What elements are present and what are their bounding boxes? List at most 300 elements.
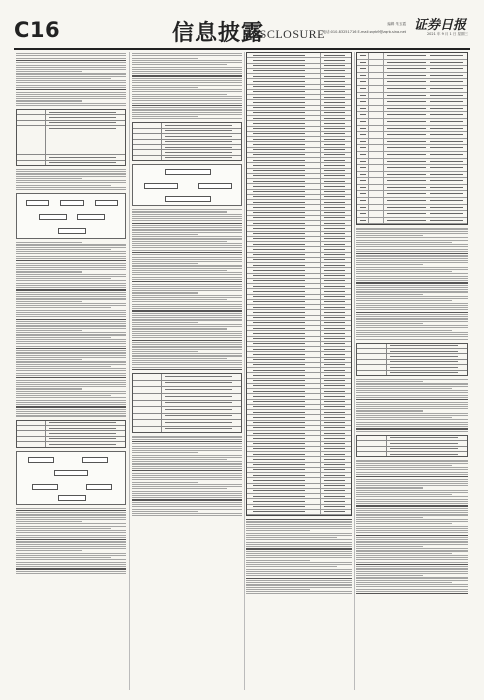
text-line bbox=[16, 82, 126, 83]
table-row bbox=[357, 53, 467, 60]
text-line bbox=[16, 87, 126, 88]
text-line bbox=[356, 339, 468, 340]
text-line bbox=[132, 272, 242, 273]
table-row bbox=[357, 371, 467, 375]
text-line bbox=[16, 528, 111, 529]
text-line bbox=[356, 544, 468, 545]
text-line bbox=[16, 521, 82, 522]
text-line bbox=[356, 530, 468, 531]
text-line bbox=[356, 512, 468, 513]
text-line bbox=[16, 541, 126, 542]
org-chart-figure bbox=[132, 164, 242, 206]
text-line bbox=[356, 312, 468, 313]
table-row bbox=[133, 401, 241, 408]
text-line bbox=[132, 504, 242, 505]
text-line bbox=[132, 468, 242, 469]
text-line bbox=[356, 282, 468, 283]
text-line bbox=[16, 548, 126, 549]
text-line bbox=[132, 515, 242, 516]
text-line bbox=[132, 484, 242, 485]
text-line bbox=[16, 271, 82, 272]
text-line bbox=[16, 364, 126, 365]
text-line bbox=[132, 78, 242, 79]
text-line bbox=[132, 297, 242, 298]
text-line bbox=[16, 388, 82, 389]
text-line bbox=[16, 285, 126, 286]
text-line bbox=[132, 96, 242, 97]
text-line bbox=[356, 291, 468, 292]
text-line bbox=[132, 286, 242, 287]
text-line bbox=[16, 292, 126, 293]
text-line bbox=[132, 69, 242, 70]
text-line bbox=[356, 492, 468, 493]
text-line bbox=[356, 589, 468, 590]
column-4 bbox=[356, 52, 468, 692]
text-line bbox=[16, 373, 126, 374]
text-line bbox=[132, 299, 227, 300]
text-line bbox=[356, 584, 468, 585]
editor-line: 编辑 朱玉霞 bbox=[387, 22, 406, 26]
text-line bbox=[16, 395, 111, 396]
text-block bbox=[356, 228, 468, 339]
text-line bbox=[16, 303, 126, 304]
text-line bbox=[132, 103, 242, 104]
text-line bbox=[356, 481, 468, 482]
text-line bbox=[132, 247, 242, 248]
text-line bbox=[356, 573, 468, 574]
text-line bbox=[356, 316, 468, 317]
text-line bbox=[356, 535, 468, 536]
text-line bbox=[132, 89, 242, 90]
text-line bbox=[132, 344, 242, 345]
text-line bbox=[132, 313, 242, 314]
text-line bbox=[132, 353, 242, 354]
text-line bbox=[16, 355, 126, 356]
text-line bbox=[16, 384, 126, 385]
text-line bbox=[356, 571, 468, 572]
text-line bbox=[132, 75, 242, 76]
text-line bbox=[132, 64, 227, 65]
text-line bbox=[356, 431, 468, 432]
text-line bbox=[356, 294, 423, 295]
table-row bbox=[357, 145, 467, 152]
text-line bbox=[246, 584, 352, 585]
text-line bbox=[356, 566, 468, 567]
text-line bbox=[356, 472, 468, 473]
text-line bbox=[132, 114, 242, 115]
text-line bbox=[16, 359, 82, 360]
text-line bbox=[16, 406, 126, 407]
text-line bbox=[132, 214, 242, 215]
text-line bbox=[16, 415, 126, 416]
text-line bbox=[356, 251, 468, 252]
text-line bbox=[16, 242, 82, 243]
text-line bbox=[16, 321, 126, 322]
text-line bbox=[132, 227, 242, 228]
table-row bbox=[133, 407, 241, 414]
page-number: C16 bbox=[14, 18, 61, 42]
text-line bbox=[16, 375, 126, 376]
text-line bbox=[356, 280, 468, 281]
text-line bbox=[356, 383, 468, 384]
text-line bbox=[356, 422, 468, 423]
text-line bbox=[246, 519, 352, 520]
text-line bbox=[246, 537, 337, 538]
text-line bbox=[132, 71, 242, 72]
text-line bbox=[356, 539, 468, 540]
text-line bbox=[356, 264, 423, 265]
text-line bbox=[246, 539, 352, 540]
text-line bbox=[356, 235, 423, 236]
text-line bbox=[132, 473, 242, 474]
text-line bbox=[16, 316, 126, 317]
text-line bbox=[356, 262, 468, 263]
text-line bbox=[16, 382, 126, 383]
column-divider bbox=[354, 52, 355, 690]
text-line bbox=[16, 80, 126, 81]
text-line bbox=[132, 364, 242, 365]
text-line bbox=[16, 274, 126, 275]
text-line bbox=[356, 388, 452, 389]
table-row bbox=[247, 510, 351, 515]
text-line bbox=[132, 369, 242, 370]
table-row bbox=[357, 152, 467, 159]
text-line bbox=[356, 327, 468, 328]
text-line bbox=[246, 521, 352, 522]
text-line bbox=[132, 245, 242, 246]
text-line bbox=[356, 240, 468, 241]
text-line bbox=[16, 409, 126, 410]
table-row bbox=[357, 178, 467, 185]
text-line bbox=[132, 109, 242, 110]
text-line bbox=[132, 252, 242, 253]
text-line bbox=[132, 105, 242, 106]
text-line bbox=[356, 553, 452, 554]
text-line bbox=[356, 321, 468, 322]
text-line bbox=[132, 317, 242, 318]
text-line bbox=[132, 82, 242, 83]
text-line bbox=[132, 470, 242, 471]
info-table bbox=[16, 420, 126, 448]
text-line bbox=[132, 270, 227, 271]
text-line bbox=[16, 310, 126, 311]
text-line bbox=[356, 276, 468, 277]
text-line bbox=[356, 487, 423, 488]
text-line bbox=[132, 333, 242, 334]
text-line bbox=[356, 285, 468, 286]
text-line bbox=[132, 486, 242, 487]
text-line bbox=[132, 475, 242, 476]
text-line bbox=[16, 346, 126, 347]
text-line bbox=[356, 325, 468, 326]
text-line bbox=[356, 336, 468, 337]
text-line bbox=[246, 589, 310, 590]
text-block bbox=[132, 53, 242, 119]
table-row bbox=[357, 79, 467, 86]
text-line bbox=[246, 573, 352, 574]
text-line bbox=[132, 346, 242, 347]
text-line bbox=[132, 229, 242, 230]
text-line bbox=[356, 568, 468, 569]
text-line bbox=[356, 526, 468, 527]
text-line bbox=[132, 355, 242, 356]
text-line bbox=[132, 463, 242, 464]
text-line bbox=[246, 546, 352, 547]
text-line bbox=[356, 550, 468, 551]
text-line bbox=[16, 357, 126, 358]
text-line bbox=[16, 571, 126, 572]
text-line bbox=[16, 58, 126, 59]
text-line bbox=[16, 289, 126, 290]
text-block bbox=[132, 209, 242, 370]
text-line bbox=[16, 53, 126, 54]
text-line bbox=[356, 386, 468, 387]
text-line bbox=[16, 328, 126, 329]
text-line bbox=[356, 298, 468, 299]
table-row bbox=[357, 139, 467, 146]
text-line bbox=[356, 228, 468, 229]
text-line bbox=[132, 335, 242, 336]
text-line bbox=[132, 301, 242, 302]
text-line bbox=[246, 587, 352, 588]
table-row bbox=[357, 185, 467, 192]
text-line bbox=[132, 265, 242, 266]
text-line bbox=[132, 482, 198, 483]
info-table bbox=[356, 343, 468, 376]
text-line bbox=[356, 233, 468, 234]
text-line bbox=[16, 185, 111, 186]
text-line bbox=[132, 232, 242, 233]
text-line bbox=[356, 555, 468, 556]
text-line bbox=[356, 483, 468, 484]
text-line bbox=[356, 523, 452, 524]
text-line bbox=[356, 479, 468, 480]
text-line bbox=[132, 263, 198, 264]
text-line bbox=[132, 452, 198, 453]
text-line bbox=[132, 241, 227, 242]
text-line bbox=[132, 493, 242, 494]
text-line bbox=[132, 211, 227, 212]
text-block bbox=[16, 242, 126, 416]
text-line bbox=[16, 256, 126, 257]
text-line bbox=[16, 298, 126, 299]
text-line bbox=[132, 225, 242, 226]
text-line bbox=[132, 502, 242, 503]
text-line bbox=[132, 337, 242, 338]
text-line bbox=[246, 526, 352, 527]
text-line bbox=[356, 300, 452, 301]
text-line bbox=[132, 450, 242, 451]
section-title: 信息披露 bbox=[172, 20, 265, 46]
text-line bbox=[16, 247, 126, 248]
text-line bbox=[16, 343, 126, 344]
text-line bbox=[356, 510, 468, 511]
text-line bbox=[16, 92, 126, 93]
text-line bbox=[132, 439, 242, 440]
text-line bbox=[16, 55, 126, 56]
text-line bbox=[356, 541, 468, 542]
text-line bbox=[132, 466, 242, 467]
table-row bbox=[133, 156, 241, 160]
text-line bbox=[16, 323, 126, 324]
text-line bbox=[132, 306, 242, 307]
text-line bbox=[356, 404, 468, 405]
text-line bbox=[356, 318, 468, 319]
table-row bbox=[17, 126, 125, 155]
text-line bbox=[132, 116, 198, 117]
text-line bbox=[16, 544, 126, 545]
text-line bbox=[132, 360, 242, 361]
text-line bbox=[356, 237, 468, 238]
text-line bbox=[16, 296, 126, 297]
table-row bbox=[133, 381, 241, 388]
text-line bbox=[16, 260, 126, 261]
text-line bbox=[16, 276, 126, 277]
column-divider bbox=[129, 52, 130, 690]
text-line bbox=[356, 419, 468, 420]
text-line bbox=[356, 519, 468, 520]
text-line bbox=[16, 73, 126, 74]
text-line bbox=[132, 506, 242, 507]
text-line bbox=[246, 553, 352, 554]
text-line bbox=[356, 537, 468, 538]
text-line bbox=[16, 169, 126, 170]
text-line bbox=[356, 580, 468, 581]
text-line bbox=[356, 528, 468, 529]
text-line bbox=[132, 107, 242, 108]
text-line bbox=[356, 269, 468, 270]
text-line bbox=[16, 361, 126, 362]
text-line bbox=[16, 105, 126, 106]
text-line bbox=[16, 176, 126, 177]
table-row bbox=[357, 218, 467, 225]
text-line bbox=[16, 391, 126, 392]
text-line bbox=[132, 53, 242, 54]
text-line bbox=[132, 308, 242, 309]
text-line bbox=[356, 417, 452, 418]
table-row bbox=[357, 205, 467, 212]
text-line bbox=[132, 328, 227, 329]
text-line bbox=[16, 265, 126, 266]
text-line bbox=[356, 494, 452, 495]
text-line bbox=[16, 314, 126, 315]
text-line bbox=[132, 509, 242, 510]
text-line bbox=[16, 249, 111, 250]
text-line bbox=[356, 424, 468, 425]
info-table bbox=[16, 109, 126, 166]
text-line bbox=[16, 508, 126, 509]
text-line bbox=[16, 386, 126, 387]
org-chart-figure bbox=[16, 193, 126, 239]
text-line bbox=[16, 94, 126, 95]
text-line bbox=[356, 575, 423, 576]
text-line bbox=[356, 305, 468, 306]
text-line bbox=[356, 415, 468, 416]
text-line bbox=[356, 406, 468, 407]
text-line bbox=[356, 402, 468, 403]
text-line bbox=[16, 337, 111, 338]
text-line bbox=[16, 65, 126, 66]
text-line bbox=[132, 73, 242, 74]
text-line bbox=[16, 100, 82, 101]
text-line bbox=[132, 243, 242, 244]
text-line bbox=[16, 71, 82, 72]
table-row bbox=[357, 73, 467, 80]
text-line bbox=[356, 577, 468, 578]
text-line bbox=[132, 67, 242, 68]
text-line bbox=[356, 557, 468, 558]
text-line bbox=[16, 189, 126, 190]
column-divider bbox=[244, 52, 245, 690]
text-line bbox=[132, 118, 242, 119]
text-line bbox=[132, 349, 242, 350]
text-line bbox=[132, 310, 242, 311]
text-line bbox=[132, 331, 242, 332]
text-line bbox=[16, 178, 82, 179]
text-line bbox=[16, 352, 126, 353]
text-line bbox=[132, 279, 242, 280]
text-line bbox=[132, 218, 242, 219]
text-line bbox=[16, 305, 126, 306]
text-line bbox=[356, 246, 468, 247]
text-line bbox=[356, 460, 468, 461]
text-line bbox=[16, 368, 126, 369]
table-row bbox=[357, 119, 467, 126]
text-line bbox=[356, 289, 468, 290]
text-line bbox=[356, 307, 468, 308]
text-line bbox=[132, 324, 242, 325]
text-line bbox=[16, 307, 111, 308]
text-line bbox=[246, 555, 352, 556]
text-line bbox=[16, 341, 126, 342]
text-line bbox=[16, 269, 126, 270]
text-line bbox=[356, 521, 468, 522]
text-line bbox=[246, 524, 352, 525]
data-table bbox=[246, 52, 352, 516]
text-line bbox=[132, 315, 242, 316]
text-line bbox=[356, 564, 468, 565]
text-line bbox=[132, 326, 242, 327]
table-row bbox=[357, 112, 467, 119]
text-line bbox=[356, 334, 468, 335]
text-line bbox=[16, 512, 126, 513]
table-row bbox=[357, 93, 467, 100]
text-line bbox=[246, 557, 352, 558]
text-line bbox=[16, 294, 126, 295]
text-line bbox=[356, 303, 468, 304]
text-line bbox=[246, 562, 352, 563]
text-line bbox=[132, 250, 242, 251]
text-line bbox=[132, 499, 242, 500]
text-line bbox=[356, 296, 468, 297]
text-line bbox=[16, 348, 126, 349]
text-line bbox=[16, 301, 82, 302]
text-line bbox=[16, 566, 126, 567]
text-line bbox=[16, 283, 126, 284]
text-line bbox=[132, 443, 242, 444]
text-line bbox=[356, 267, 468, 268]
table-row bbox=[357, 86, 467, 93]
text-line bbox=[16, 60, 126, 61]
table-row bbox=[357, 99, 467, 106]
table-row bbox=[133, 414, 241, 421]
org-chart-figure bbox=[16, 451, 126, 505]
text-line bbox=[16, 510, 126, 511]
text-line bbox=[356, 249, 468, 250]
text-line bbox=[356, 548, 468, 549]
table-row bbox=[357, 165, 467, 172]
text-block bbox=[246, 519, 352, 594]
